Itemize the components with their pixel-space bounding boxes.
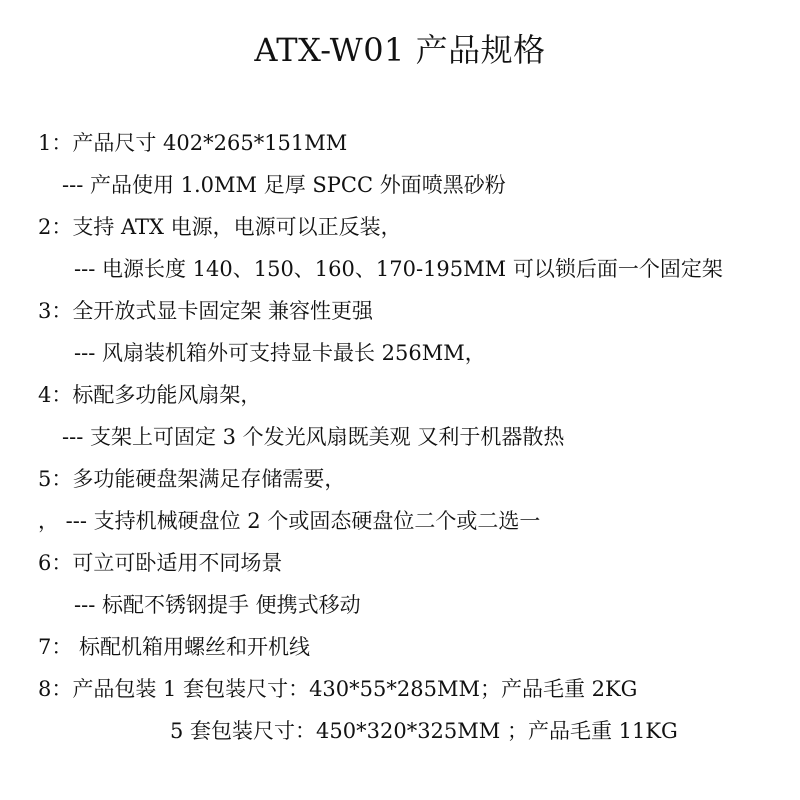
spec-line-2-detail: --- 电源长度 140、150、160、170-195MM 可以锁后面一个固定架	[74, 257, 723, 281]
page-title: ATX-W01 产品规格	[254, 31, 546, 69]
spec-line-1-detail: --- 产品使用 1.0MM 足厚 SPCC 外面喷黑砂粉	[62, 173, 506, 197]
spec-line-2-power: 2：支持 ATX 电源，电源可以正反装，	[38, 215, 402, 239]
spec-line-3-gpu: 3：全开放式显卡固定架 兼容性更强	[38, 299, 374, 323]
spec-line-5-detail: ， --- 支持机械硬盘位 2 个或固态硬盘位二个或二选一	[38, 509, 541, 533]
spec-line-6-orientation: 6：可立可卧适用不同场景	[38, 551, 283, 575]
spec-line-1-size: 1：产品尺寸 402*265*151MM	[38, 131, 348, 155]
spec-line-7-accessories: 7： 标配机箱用螺丝和开机线	[38, 635, 311, 659]
spec-line-4-detail: --- 支架上可固定 3 个发光风扇既美观 又利于机器散热	[62, 425, 565, 449]
spec-line-6-detail: --- 标配不锈钢提手 便携式移动	[74, 593, 361, 617]
spec-line-8-package: 8：产品包装 1 套包装尺寸：430*55*285MM；产品毛重 2KG	[38, 677, 638, 701]
spec-line-4-fan: 4：标配多功能风扇架，	[38, 383, 262, 407]
spec-line-5-storage: 5：多功能硬盘架满足存储需要，	[38, 467, 346, 491]
spec-line-8-package-detail: 5 套包装尺寸：450*320*325MM ；产品毛重 11KG	[170, 719, 678, 743]
spec-line-3-detail: --- 风扇装机箱外可支持显卡最长 256MM，	[74, 341, 486, 365]
